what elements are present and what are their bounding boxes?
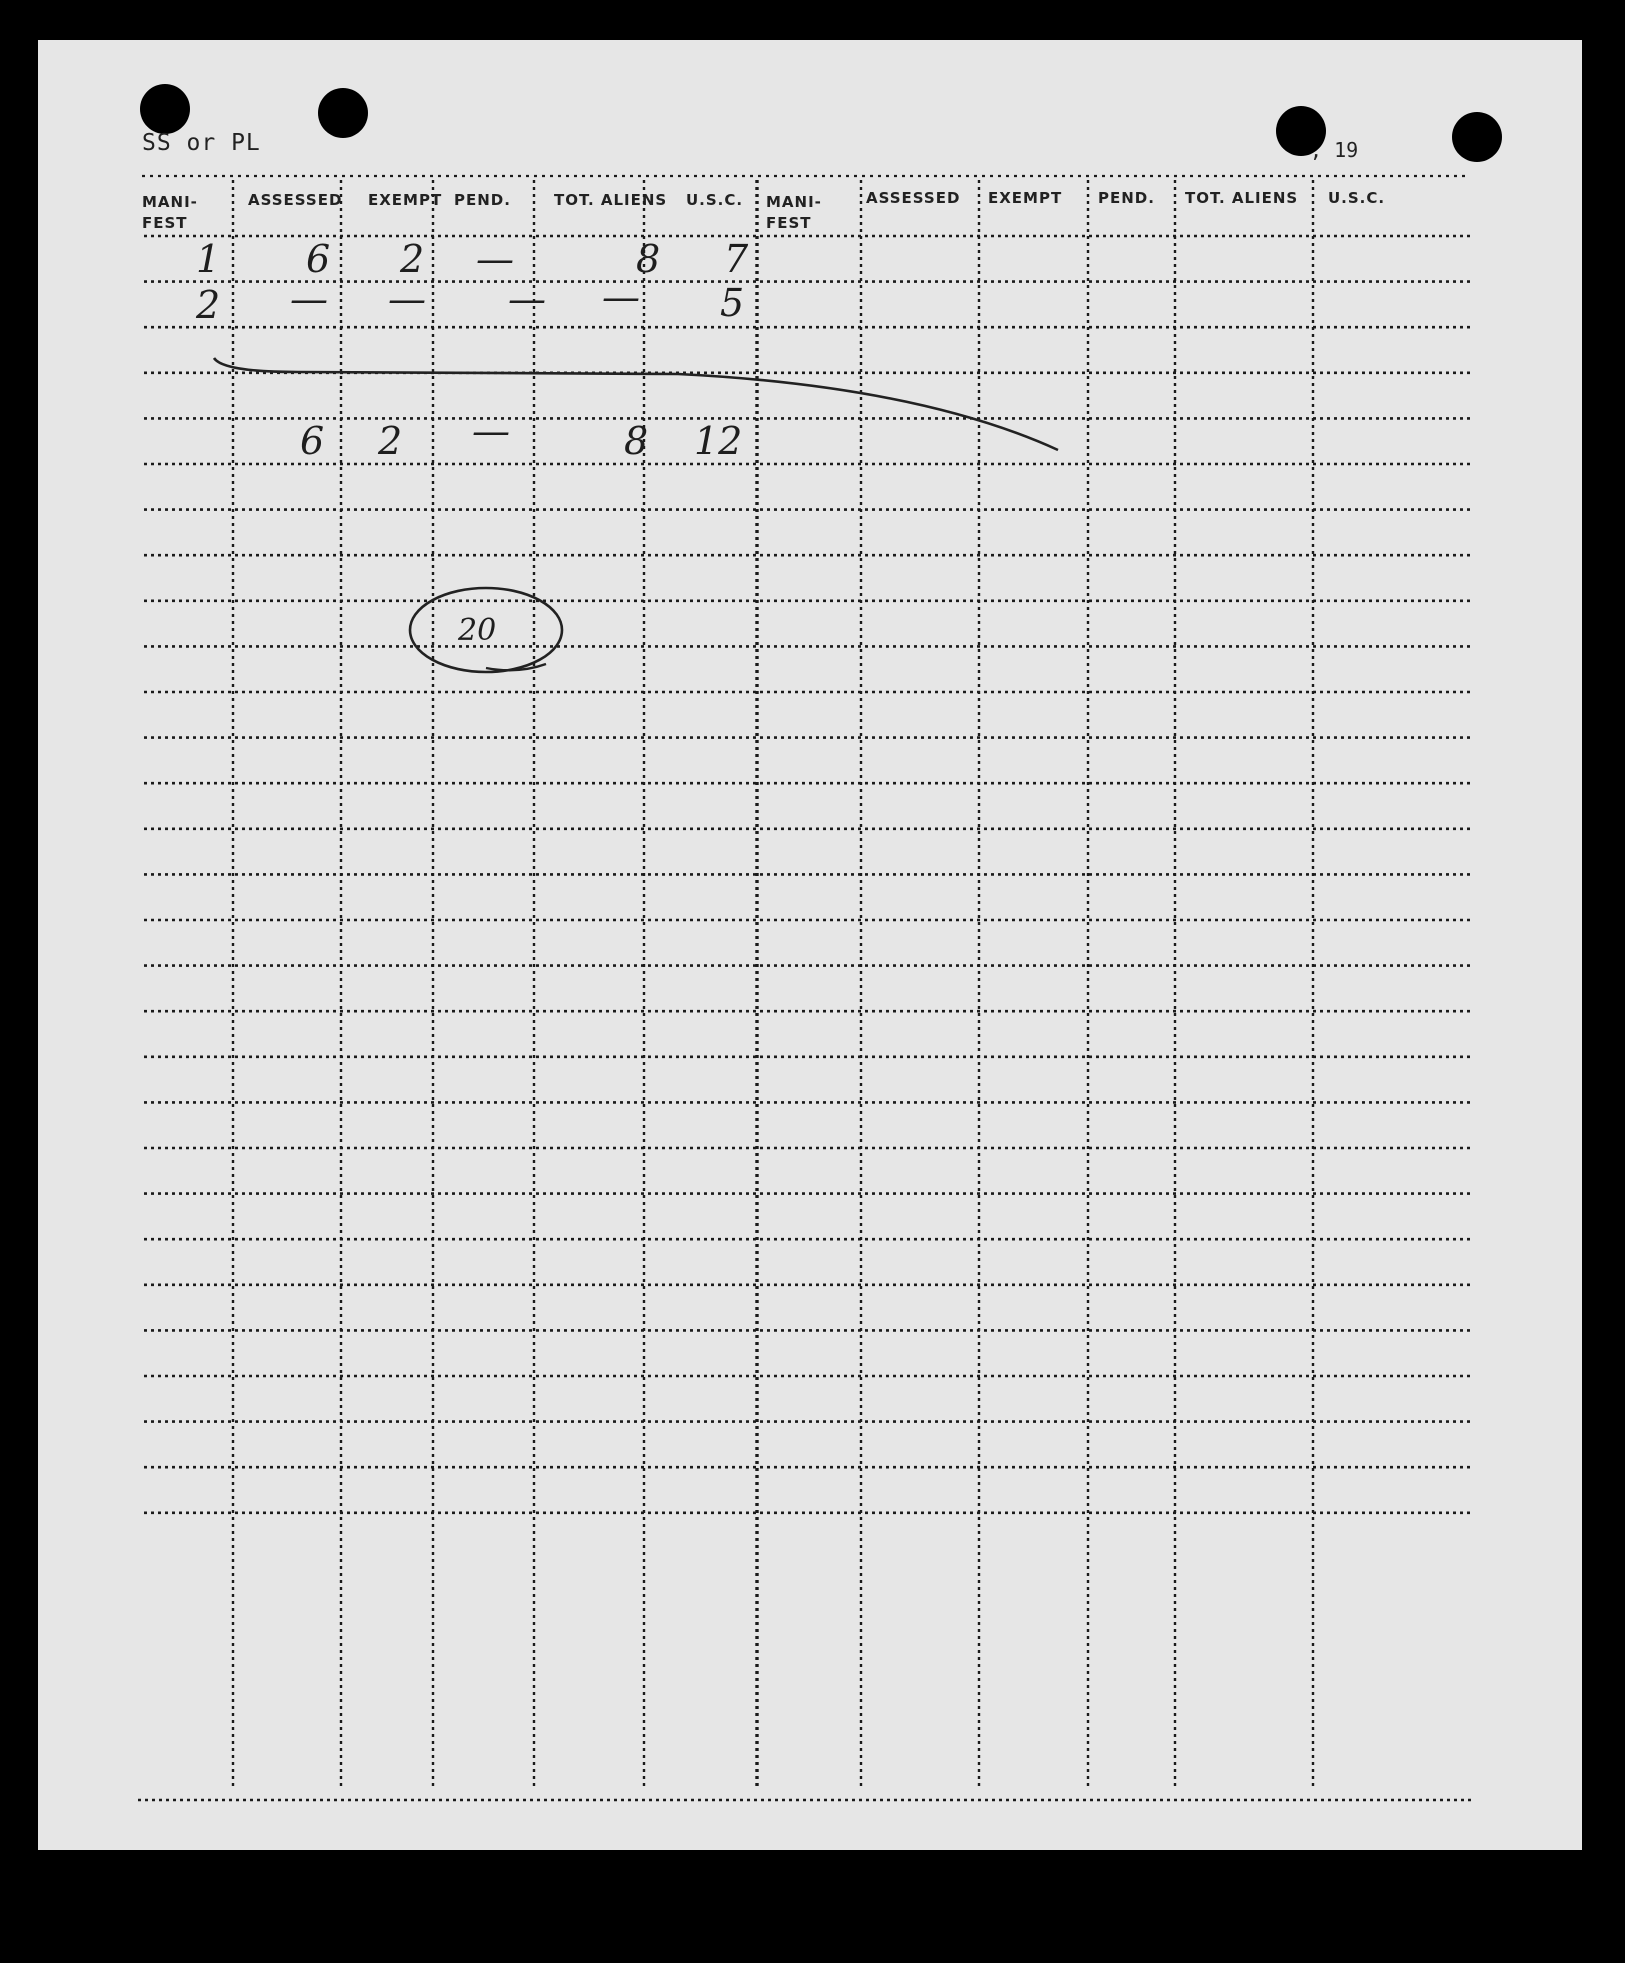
total-usc: 12	[694, 419, 743, 463]
header-manifest-right: MANI- FEST	[766, 193, 822, 232]
header-pend-right: PEND.	[1098, 189, 1155, 207]
total-tot-aliens: 8	[624, 419, 649, 463]
row1-exempt: 2	[400, 237, 425, 281]
row1-usc: 7	[724, 237, 749, 281]
header-manifest-left: MANI- FEST	[142, 193, 198, 232]
header-pend-left: PEND.	[454, 191, 511, 209]
form-sheet	[38, 40, 1582, 1850]
row2-usc: 5	[720, 281, 745, 325]
header-tot-aliens-left: TOT. ALIENS	[554, 191, 668, 209]
handwritten-entries	[38, 40, 1582, 1850]
total-exempt: 2	[378, 419, 403, 463]
row2-pend: —	[508, 277, 546, 321]
header-usc-right: U.S.C.	[1328, 189, 1386, 207]
total-pend: —	[472, 409, 510, 453]
circle-tail	[486, 664, 546, 670]
row1-pend: —	[476, 237, 514, 281]
header-usc-left: U.S.C.	[686, 191, 744, 209]
row1-assessed: 6	[306, 237, 331, 281]
header-exempt-left: EXEMPT	[368, 191, 443, 209]
row1-tot-aliens: 8	[636, 237, 661, 281]
vessel-label: SS or PL	[142, 130, 261, 156]
header-assessed-right: ASSESSED	[866, 189, 961, 207]
total-assessed: 6	[300, 419, 325, 463]
header-tot-aliens-right: TOT. ALIENS	[1185, 189, 1299, 207]
row2-tot-aliens: —	[602, 275, 640, 319]
row2-assessed: —	[290, 277, 328, 321]
row2-exempt: —	[388, 277, 426, 321]
header-exempt-right: EXEMPT	[988, 189, 1063, 207]
header-assessed-left: ASSESSED	[248, 191, 343, 209]
circled-total: 20	[458, 613, 497, 648]
row1-manifest: 1	[196, 237, 221, 281]
row2-manifest: 2	[196, 283, 221, 327]
year-label: , 19	[1310, 138, 1359, 162]
